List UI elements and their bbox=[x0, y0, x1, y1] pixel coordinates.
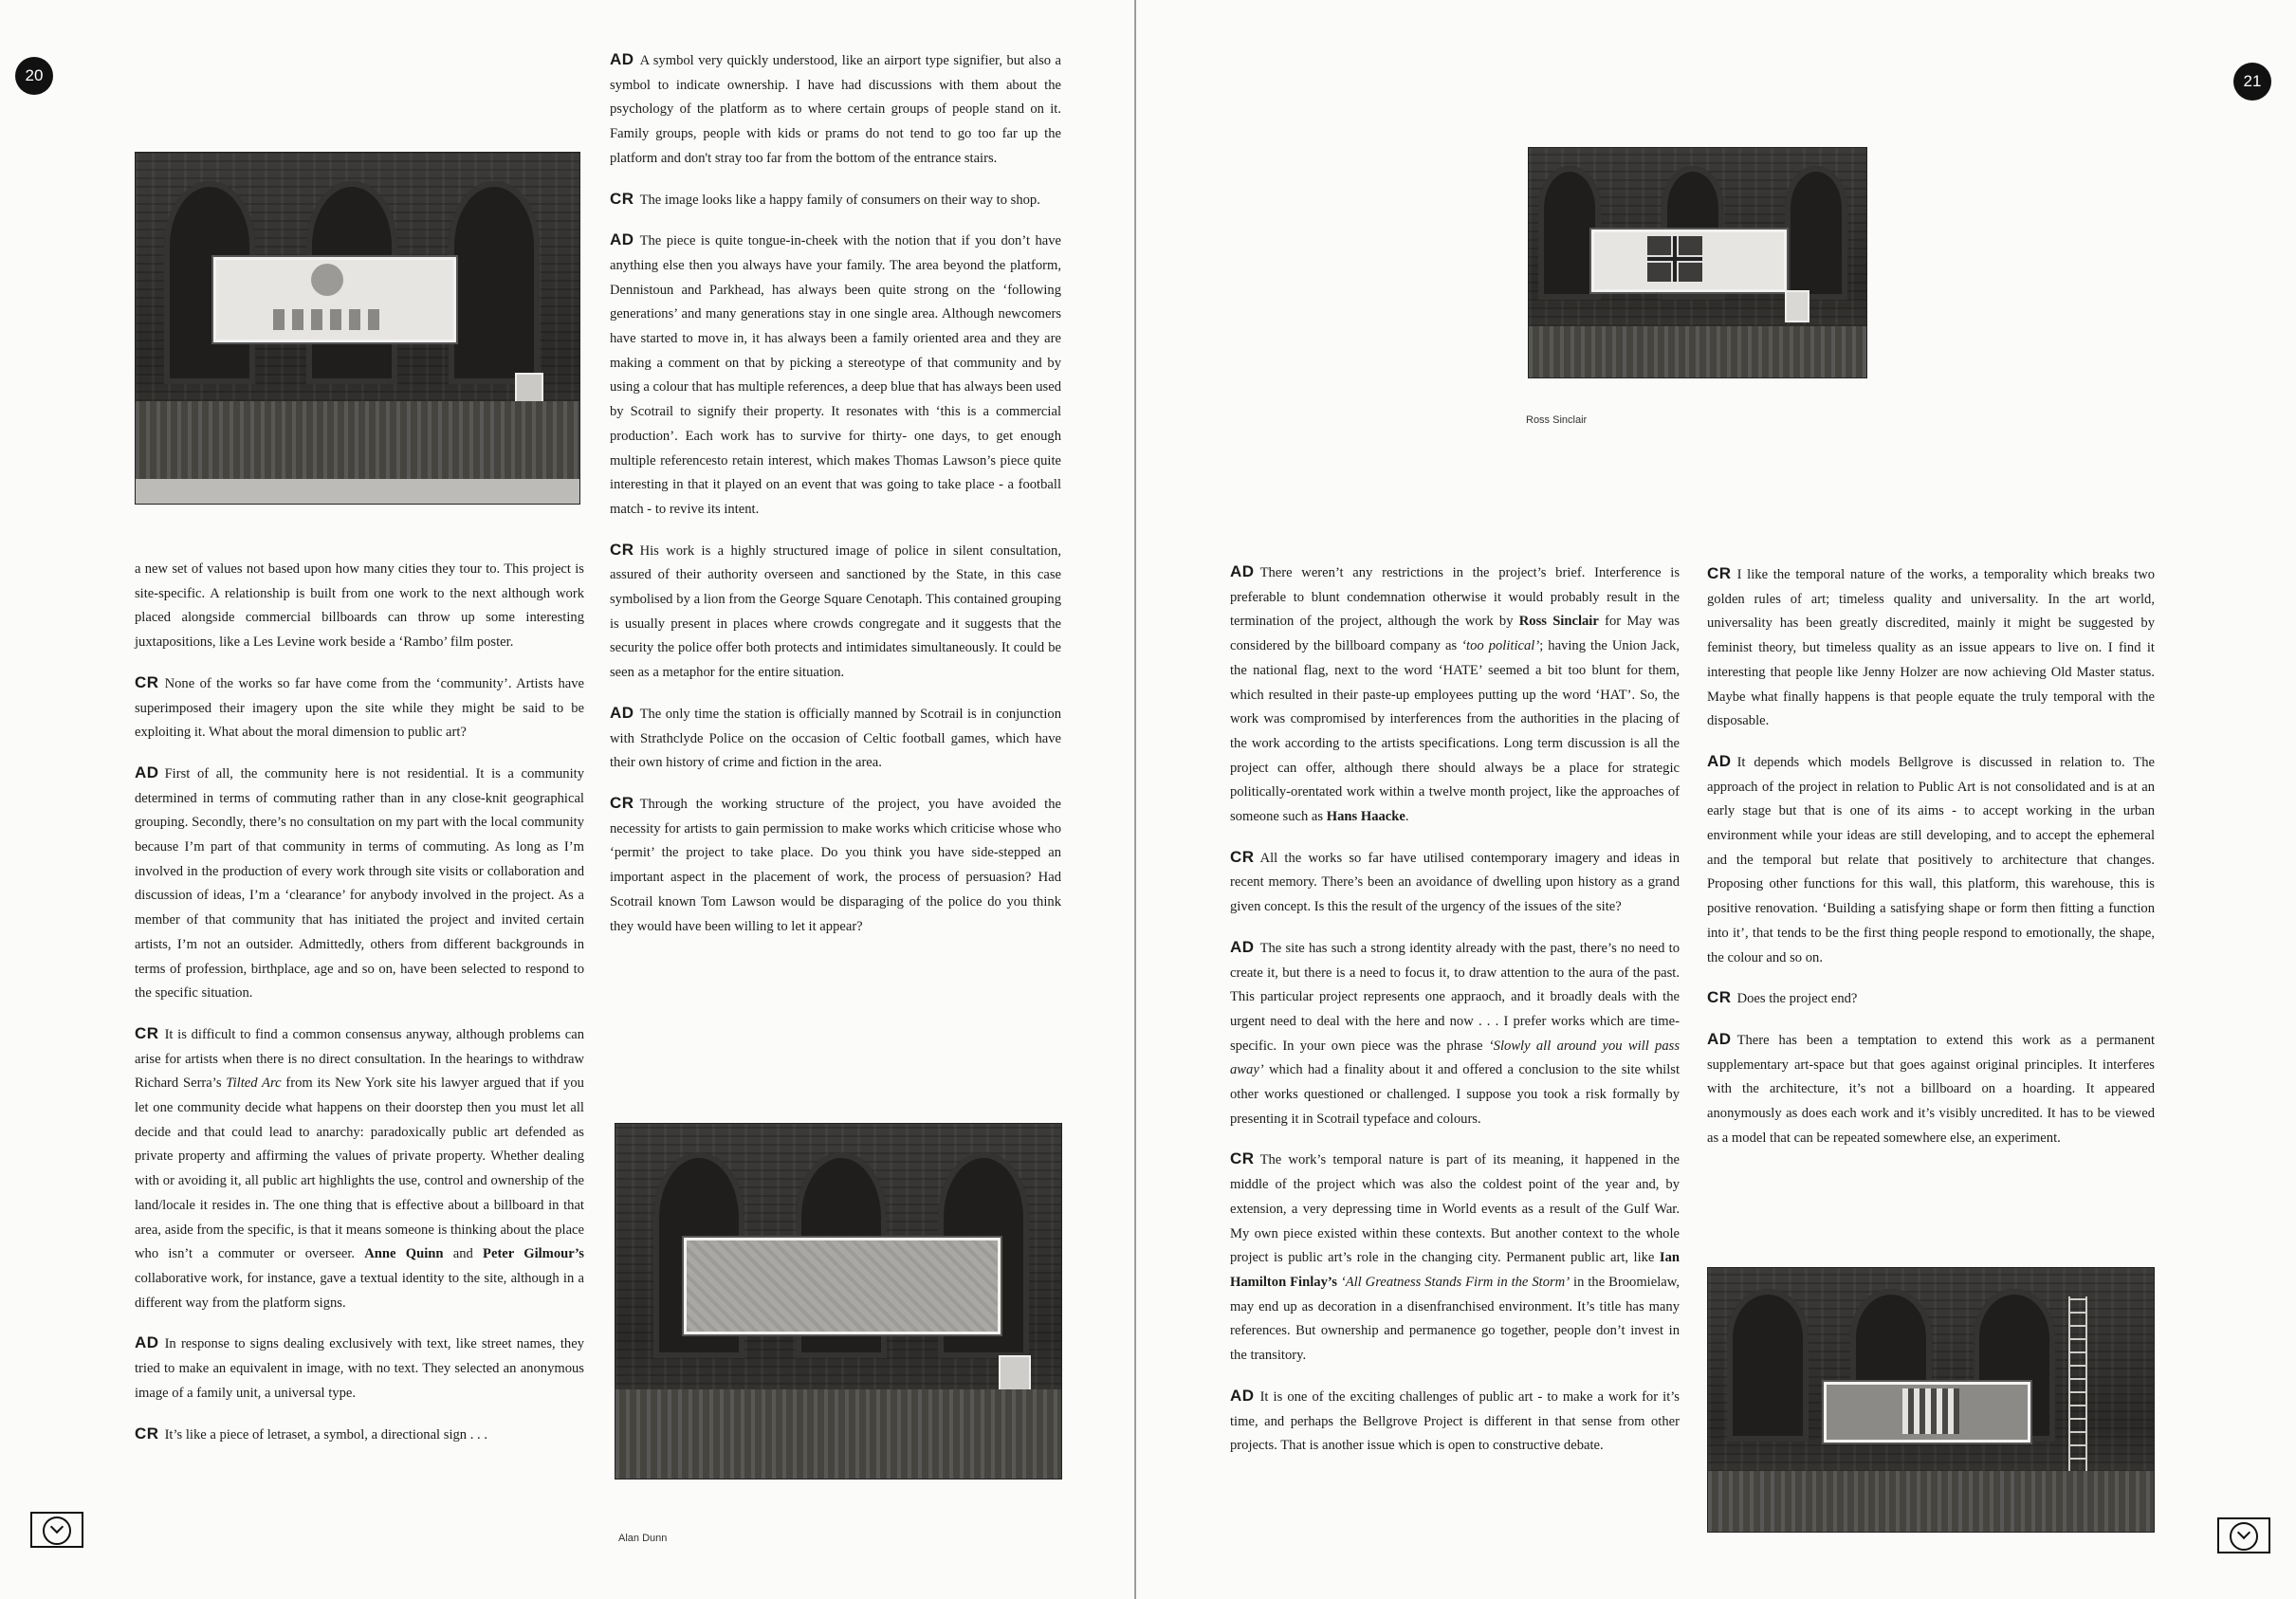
paragraph: CR It’s like a piece of letraset, a symbol, a directional sign . . . bbox=[135, 1424, 487, 1443]
paragraph: a new set of values not based upon how many cities they tour to. This project is site-specific. A relationship is built from one work to the next although work placed alongside commercial billboards can throw up some interesting juxtapositions, like a Les Levine work beside a ‘Rambo’ film poster. bbox=[135, 561, 584, 651]
paragraph: CR It is difficult to find a common consensus anyway, although problems can arise for artists when there is no direct consultation. In the hearings to withdraw Richard Serra’s Tilted Arc from its New York site his lawyer argued that if you let one community decide what happens on their doorstep then you must let all decide and that could lead to anarchy: paradoxically public art defended as private property and affirming the values of private property. Whether dealing with or avoiding it, all public art highlights the use, control and ownership of the land/locale it resides in. The one thing that is effective about a billboard in that area, aside from the specific, is that it means someone is thinking about the place who isn’t a commuter or overseer. Anne Quinn and Peter Gilmour’s collaborative work, for instance, gave a textual identity to the site, although in a different way from the platform signs. bbox=[135, 1023, 584, 1311]
paragraph: CR Does the project end? bbox=[1707, 988, 1858, 1007]
speaker-label: AD bbox=[1707, 751, 1732, 770]
paragraph: AD A symbol very quickly understood, like an airport type signifier, but also a symbol to indicate ownership. I have had discussions with them about the psychology of the platform as to where certain groups of people stand on it. Family groups, people with kids or prams do not tend to go too far up the platform and don't stray too far from the bottom of the entrance stairs. bbox=[610, 50, 1061, 166]
artist-name: Hans Haacke bbox=[1326, 809, 1405, 825]
speaker-label: AD bbox=[610, 50, 634, 68]
quote: ‘Slowly all around you will pass away’ bbox=[1230, 1038, 1680, 1078]
paragraph: CR His work is a highly structured image of police in silent consultation, assured of their authority overseen and sanctioned by the State, in this case symbolised by a lion from the George Square Cenotaph. This contained grouping is usually present in places where crowds congregate and it suggests that the security the police offer both protects and intimidates simultaneously. It could be seen as a metaphor for the entire situation. bbox=[610, 540, 1061, 681]
page-number-left: 20 bbox=[15, 57, 53, 95]
artist-name: Ross Sinclair bbox=[1518, 614, 1599, 630]
speaker-label: AD bbox=[1230, 937, 1255, 956]
paragraph: AD The only time the station is officially manned by Scotrail is in conjunction with Strathclyde Police on the occasion of Celtic football games, which have their own history of crime and fiction in the area. bbox=[610, 703, 1061, 771]
speaker-label: CR bbox=[1707, 988, 1732, 1007]
paragraph: CR The image looks like a happy family of consumers on their way to shop. bbox=[610, 189, 1040, 208]
speaker-label: CR bbox=[610, 793, 634, 812]
artist-name: Peter Gilmour’s bbox=[483, 1246, 584, 1262]
right-column-1 bbox=[1230, 560, 1680, 1474]
paragraph: AD There has been a temptation to extend this work as a permanent supplementary art-space but that goes against original principles. It interferes with the architecture, it’s not a billboard on a hoarding. It appeared anonymously as does each work and it’s visibly uncredited. It has to be viewed as a model that can be repeated somewhere else, an experiment. bbox=[1707, 1029, 2155, 1146]
speaker-label: AD bbox=[135, 763, 159, 781]
speaker-label: CR bbox=[135, 1424, 159, 1443]
speaker-label: AD bbox=[610, 703, 634, 722]
paragraph: AD In response to signs dealing exclusively with text, like street names, they tried to make an equivalent in image, with no text. They selected an anonymous image of a family unit, a universal type. bbox=[135, 1333, 584, 1401]
artist-name: Anne Quinn bbox=[364, 1246, 444, 1262]
paragraph: CR The work’s temporal nature is part of its meaning, it happened in the middle of the project which was also the coldest point of the year and, by extension, a very depressing time in World events as a result of the Gulf War. My own piece existed within these contexts. But another context to the whole project is public art’s role in the changing city. Permanent public art, like Ian Hamilton Finlay’s ‘All Greatness Stands Firm in the Storm’ in the Broomielaw, may end up as decoration in a disenfranchised environment. It’s title has many references. But ownership and permanence go together, people don’t invest in the transitory. bbox=[1230, 1149, 1680, 1364]
paragraph: AD The site has such a strong identity already with the past, there’s no need to create it, but there is a need to focus it, to draw attention to the aura of the past. This particular project represents one appraoch, and it broadly deals with the urgent need to deal with the here and now . . . I prefer works which are time-specific. In your own piece was the phrase ‘Slowly all around you will pass away’ which had a finality about it and offered a conclusion to the site whilst other works questioned or challenged. I suppose you took a risk formally by presenting it in Scotrail typeface and colours. bbox=[1230, 937, 1681, 1127]
paragraph: AD First of all, the community here is not residential. It is a community determined in terms of commuting rather than in any close-knit geographical grouping. Secondly, there’s no consultation on my part with the local community because I’m part of that community in terms of commuting. As long as I’m involved in the production of every work through site visits or collaboration and discussion of ideas, I’m a ‘clearance’ for anybody involved in the project. As a member of that community that has initiated the project and invited certain artists, I’m not an outsider. Admittedly, others from different backgrounds in terms of profession, birthplace, age and so on, have been selected to respond to the specific situation. bbox=[135, 763, 584, 1002]
photo-police-billboard bbox=[615, 1123, 1062, 1480]
speaker-label: CR bbox=[1230, 1149, 1255, 1168]
speaker-label: AD bbox=[1230, 1386, 1255, 1405]
speaker-label: AD bbox=[1230, 562, 1255, 580]
paragraph: CR Through the working structure of the project, you have avoided the necessity for artists to gain permission to make works which criticise whose who ‘permit’ the project to take place. Do you think you have side-stepped an important aspect in the placement of work, the process of persuasion? Had Scotrail known Tom Lawson would be disparaging of the police do you think they would have been willing to let it appear? bbox=[610, 793, 1061, 934]
paragraph: AD It is one of the exciting challenges of public art - to make a work for it’s time, and perhaps the Bellgrove Project is different in that sense from other projects. That is another issue which is open to constructive debate. bbox=[1230, 1386, 1680, 1454]
page-number-right: 21 bbox=[2233, 63, 2271, 101]
photo-caption: Alan Dunn bbox=[618, 1533, 668, 1544]
speaker-label: AD bbox=[610, 230, 634, 249]
paragraph: AD There weren’t any restrictions in the project’s brief. Interference is preferable to blunt condemnation otherwise it would probably result in the termination of the project, although the work by Ross Sinclair for May was considered by the billboard company as ‘too political’; having the Union Jack, the national flag, next to the word ‘HATE’ seemed a bit too blunt for them, which resulted in their paste-up employees putting up the word ‘HAT’. So, the work was compromised by interferences from the authorities in the placing of the work according to the artists specifications. Long term discussion is all the project can offer, although there should always be a place for strategic politically-orentated work within a twelve month project, like the approaches of someone such as Hans Haacke. bbox=[1230, 562, 1680, 825]
paragraph: CR None of the works so far have come from the ‘community’. Artists have superimposed their imagery upon the site while they might be said to be exploiting it. What about the moral dimension to public art? bbox=[135, 672, 584, 741]
ladder bbox=[2068, 1296, 2087, 1486]
right-page bbox=[1136, 0, 2296, 1599]
speaker-label: AD bbox=[1707, 1029, 1732, 1048]
work-title: Tilted Arc bbox=[226, 1075, 282, 1092]
speaker-label: CR bbox=[610, 540, 634, 559]
magazine-logo-icon bbox=[2217, 1517, 2270, 1553]
speaker-label: CR bbox=[610, 189, 634, 208]
speaker-label: CR bbox=[1230, 847, 1255, 866]
speaker-label: AD bbox=[135, 1333, 159, 1352]
paragraph: AD It depends which models Bellgrove is discussed in relation to. The approach of the project in relation to Public Art is not consolidated and is at an early stage but that is one of its aims - to accept working in the urban environment while your ideas are still developing, and to accept the ephemeral and the temporal but relate that positively to architecture that changes. Proposing other functions for this wall, this platform, this warehouse, this is positive renovation. ‘Building a satisfying shape or form then fitting a function into it’, that tends to be the first thing people respond to emotionally, the shape, the colour and so on. bbox=[1707, 751, 2155, 965]
left-column-2 bbox=[610, 47, 1061, 954]
photo-installation-billboard bbox=[1707, 1267, 2155, 1533]
photo-family-billboard bbox=[135, 152, 580, 505]
speaker-label: CR bbox=[1707, 564, 1732, 582]
speaker-label: CR bbox=[135, 1023, 159, 1042]
left-column-1 bbox=[135, 558, 584, 1462]
artist-name: Ian Hamilton Finlay’s bbox=[1230, 1250, 1680, 1290]
left-page bbox=[0, 0, 1134, 1599]
work-title: ‘All Greatness Stands Firm in the Storm’ bbox=[1340, 1274, 1570, 1290]
photo-union-jack-billboard bbox=[1528, 147, 1867, 378]
photo-caption: Ross Sinclair bbox=[1526, 414, 1588, 426]
paragraph: CR I like the temporal nature of the works, a temporality which breaks two golden rules of art; timeless quality and universality. In the art world, universality has been greatly discredited, mainly it might be suggested by feminist theory, but timeless quality as an issue appears to live on. I find it interesting that people like Jenny Holzer are now achieving Old Master status. Maybe what finally happens is that people equate the truly temporal with the disposable. bbox=[1707, 564, 2155, 729]
quote: ‘too political’ bbox=[1461, 638, 1540, 654]
speaker-label: CR bbox=[135, 672, 159, 691]
paragraph: AD The piece is quite tongue-in-cheek with the notion that if you don’t have anything else then you always have your family. The area beyond the platform, Dennistoun and Parkhead, has always been quite strong on the ‘following generations’ and many generations stay in one single area. Although newcomers have started to move in, it has always been a family oriented area and they are making a comment on that by picking a stereotype of that community and by using a colour that has multiple references, a deep blue that has always been used by Scotrail to signify their property. It resonates with ‘this is a commercial production’. Each work has to survive for thirty- one days, to get enough multiple referencesto retain interest, which makes Thomas Lawson’s piece quite interesting in that it played on an event that was going to take place - a football match - to revive its intent. bbox=[610, 230, 1061, 517]
right-column-2 bbox=[1707, 561, 2155, 1166]
paragraph: CR All the works so far have utilised contemporary imagery and ideas in recent memory. There’s been an avoidance of dwelling upon history as a grand given concept. Is this the result of the urgency of the issues of the site? bbox=[1230, 847, 1680, 915]
magazine-logo-icon bbox=[30, 1512, 83, 1548]
